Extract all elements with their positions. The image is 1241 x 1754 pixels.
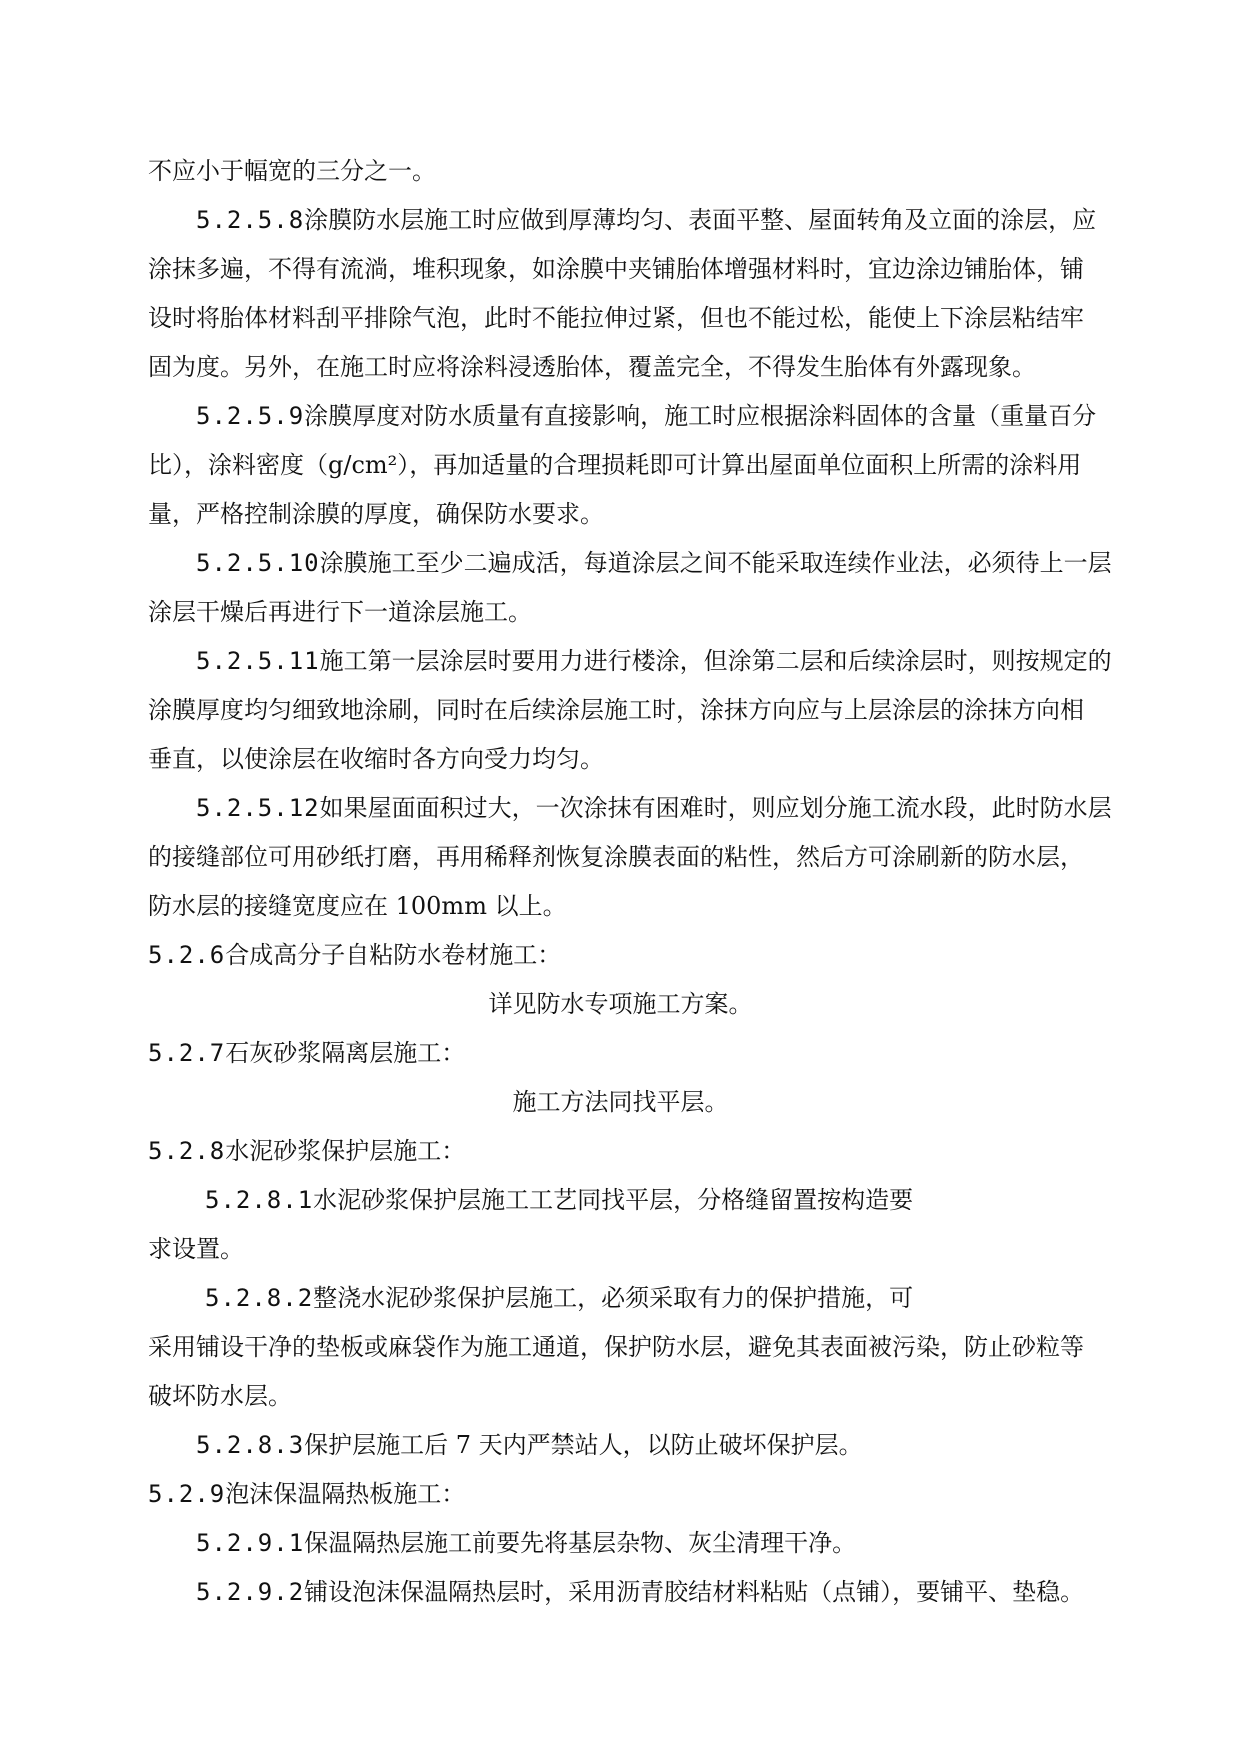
paragraph-line: 采用铺设干净的垫板或麻袋作为施工通道，保护防水层，避免其表面被污染，防止砂粒等 — [148, 1333, 1084, 1361]
paragraph-line: 设时将胎体材料刮平排除气泡，此时不能拉伸过紧，但也不能过松，能使上下涂层粘结牢 — [148, 304, 1084, 332]
clause-number: 5.2.5.11 — [196, 647, 320, 675]
clause-number: 5.2.9.2 — [196, 1578, 305, 1606]
section-number: 5.2.6 — [148, 941, 226, 969]
section-heading-5-2-7: 5.2.7石灰砂浆隔离层施工： — [148, 1039, 466, 1067]
clause-5-2-5-11: 5.2.5.11施工第一层涂层时要用力进行楼涂，但涂第二层和后续涂层时，则按规定的 — [196, 647, 1112, 675]
clause-number: 5.2.8.2 — [205, 1284, 314, 1312]
paragraph-line: 固为度。另外，在施工时应将涂料浸透胎体，覆盖完全，不得发生胎体有外露现象。 — [148, 353, 1036, 381]
paragraph-line: 垂直，以使涂层在收缩时各方向受力均匀。 — [148, 745, 604, 773]
clause-5-2-8-3: 5.2.8.3保护层施工后 7 天内严禁站人，以防止破坏保护层。 — [196, 1431, 863, 1459]
paragraph-line: 涂抹多遍，不得有流淌，堆积现象，如涂膜中夹铺胎体增强材料时，宜边涂边铺胎体，铺 — [148, 255, 1084, 283]
section-heading-5-2-8: 5.2.8水泥砂浆保护层施工： — [148, 1137, 466, 1165]
clause-number: 5.2.5.8 — [196, 206, 305, 234]
clause-number: 5.2.8.3 — [196, 1431, 305, 1459]
paragraph-line: 防水层的接缝宽度应在 100mm 以上。 — [148, 892, 567, 920]
clause-number: 5.2.8.1 — [205, 1186, 314, 1214]
clause-number: 5.2.5.12 — [196, 794, 320, 822]
centered-note: 详见防水专项施工方案。 — [488, 990, 753, 1018]
paragraph-line: 不应小于幅宽的三分之一。 — [148, 157, 436, 185]
section-number: 5.2.9 — [148, 1480, 226, 1508]
clause-5-2-5-10: 5.2.5.10涂膜施工至少二遍成活，每道涂层之间不能采取连续作业法，必须待上一层 — [196, 549, 1112, 577]
paragraph-line: 求设置。 — [148, 1235, 244, 1263]
centered-note: 施工方法同找平层。 — [512, 1088, 729, 1116]
clause-5-2-8-2: 5.2.8.2整浇水泥砂浆保护层施工，必须采取有力的保护措施，可 — [205, 1284, 914, 1312]
section-number: 5.2.8 — [148, 1137, 226, 1165]
paragraph-line: 涂层干燥后再进行下一道涂层施工。 — [148, 598, 532, 626]
clause-5-2-9-1: 5.2.9.1保温隔热层施工前要先将基层杂物、灰尘清理干净。 — [196, 1529, 857, 1557]
section-heading-5-2-6: 5.2.6合成高分子自粘防水卷材施工： — [148, 941, 562, 969]
section-heading-5-2-9: 5.2.9泡沫保温隔热板施工： — [148, 1480, 466, 1508]
section-number: 5.2.7 — [148, 1039, 226, 1067]
paragraph-line: 涂膜厚度均匀细致地涂刷，同时在后续涂层施工时，涂抹方向应与上层涂层的涂抹方向相 — [148, 696, 1084, 724]
clause-5-2-5-8: 5.2.5.8涂膜防水层施工时应做到厚薄均匀、表面平整、屋面转角及立面的涂层，应 — [196, 206, 1097, 234]
clause-5-2-5-9: 5.2.5.9涂膜厚度对防水质量有直接影响，施工时应根据涂料固体的含量（重量百分 — [196, 402, 1097, 430]
clause-number: 5.2.9.1 — [196, 1529, 305, 1557]
paragraph-line: 破坏防水层。 — [148, 1382, 292, 1410]
clause-5-2-8-1: 5.2.8.1水泥砂浆保护层施工工艺同找平层，分格缝留置按构造要 — [205, 1186, 914, 1214]
clause-number: 5.2.5.9 — [196, 402, 305, 430]
paragraph-line: 量，严格控制涂膜的厚度，确保防水要求。 — [148, 500, 604, 528]
paragraph-line: 比），涂料密度（g/cm²），再加适量的合理损耗即可计算出屋面单位面积上所需的涂料用 — [148, 451, 1082, 479]
clause-5-2-5-12: 5.2.5.12如果屋面面积过大，一次涂抹有困难时，则应划分施工流水段，此时防水层 — [196, 794, 1112, 822]
clause-5-2-9-2: 5.2.9.2铺设泡沫保温隔热层时，采用沥青胶结材料粘贴（点铺），要铺平、垫稳。 — [196, 1578, 1085, 1606]
clause-number: 5.2.5.10 — [196, 549, 320, 577]
paragraph-line: 的接缝部位可用砂纸打磨，再用稀释剂恢复涂膜表面的粘性，然后方可涂刷新的防水层， — [148, 843, 1084, 871]
